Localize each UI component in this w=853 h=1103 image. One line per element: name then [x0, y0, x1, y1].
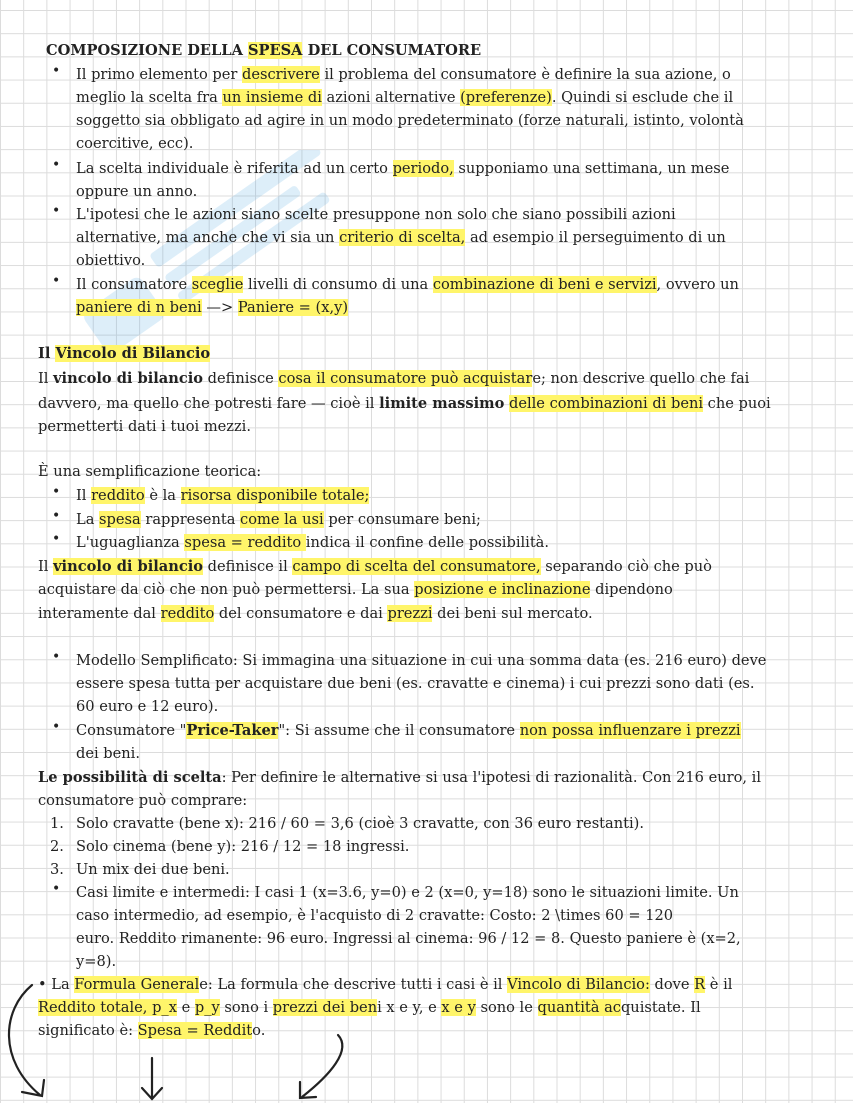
list-number: 1.: [50, 815, 64, 832]
text-line: essere spesa tutta per acquistare due beni (es. cravatte e cinema) i cui prezzi sono dati (es.: [76, 675, 755, 692]
bullet-icon: •: [52, 484, 61, 500]
bullet-icon: •: [52, 531, 61, 547]
text-line: caso intermedio, ad esempio, è l'acquisto di 2 cravatte: Costo: 2 \times 60 = 120: [76, 907, 674, 924]
bullet-icon: •: [52, 508, 61, 524]
text-line: Reddito totale, p_x e p_y sono i prezzi dei beni x e y, e x e y sono le quantità acquistate. Il: [38, 999, 701, 1016]
text-line: dei beni.: [76, 745, 140, 762]
text-line: Casi limite e intermedi: I casi 1 (x=3.6, y=0) e 2 (x=0, y=18) sono le situazioni limite. Un: [76, 884, 739, 901]
text-line: interamente dal reddito del consumatore e dai prezzi dei beni sul mercato.: [38, 605, 593, 622]
text-line: acquistare da ciò che non può permettersi. La sua posizione e inclinazione dipendono: [38, 581, 673, 598]
list-item: Solo cinema (bene y): 216 / 12 = 18 ingressi.: [76, 838, 410, 855]
text-line: Le possibilità di scelta: Per definire le alternative si usa l'ipotesi di razionalità. Con 216 euro, il: [38, 769, 762, 786]
list-item: Solo cravatte (bene x): 216 / 60 = 3,6 (cioè 3 cravatte, con 36 euro restanti).: [76, 815, 645, 832]
list-number: 3.: [50, 861, 64, 878]
arrowhead-right-icon: [300, 1082, 316, 1098]
bullet-icon: •: [52, 63, 61, 79]
text-line: Il consumatore sceglie livelli di consumo di una combinazione di beni e servizi, ovvero un: [76, 276, 739, 293]
text-line: meglio la scelta fra un insieme di azioni alternative (preferenze). Quindi si esclude che il: [76, 89, 734, 106]
text-line: Consumatore "Price-Taker": Si assume che il consumatore non possa influenzare i prezzi: [76, 722, 741, 739]
bullet-icon: •: [52, 157, 61, 173]
bullet-icon: •: [52, 649, 61, 665]
text-line: La scelta individuale è riferita ad un certo periodo, supponiamo una settimana, un mese: [76, 160, 730, 177]
text-line: oppure un anno.: [76, 183, 198, 200]
text-line: Il reddito è la risorsa disponibile totale;: [76, 487, 370, 504]
text-line: permetterti dati i tuoi mezzi.: [38, 418, 251, 435]
section-heading: Il Vincolo di Bilancio: [38, 345, 211, 362]
text-line: soggetto sia obbligato ad agire in un modo predeterminato (forze naturali, istinto, volontà: [76, 112, 744, 129]
curved-arrow-right-icon: [302, 1035, 342, 1097]
list-number: 2.: [50, 838, 64, 855]
text-line: Modello Semplificato: Si immagina una situazione in cui una somma data (es. 216 euro) deve: [76, 652, 767, 669]
bullet-icon: •: [52, 203, 61, 219]
text-line: L'uguaglianza spesa = reddito indica il confine delle possibilità.: [76, 534, 550, 551]
bullet-icon: •: [52, 719, 61, 735]
page-title: COMPOSIZIONE DELLA SPESA DEL CONSUMATORE: [46, 42, 482, 59]
text-line: Il vincolo di bilancio definisce cosa il consumatore può acquistare; non descrive quello che fai: [38, 370, 750, 387]
text-line: davvero, ma quello che potresti fare — cioè il limite massimo delle combinazioni di beni che puoi: [38, 395, 771, 412]
text-line: Il primo elemento per descrivere il problema del consumatore è definire la sua azione, o: [76, 66, 731, 83]
text-line: euro. Reddito rimanente: 96 euro. Ingressi al cinema: 96 / 12 = 8. Questo paniere è (x=2,: [76, 930, 741, 947]
text-line: consumatore può comprare:: [38, 792, 248, 809]
bullet-icon: •: [52, 881, 61, 897]
text-line: y=8).: [76, 953, 117, 970]
text-line: coercitive, ecc).: [76, 135, 194, 152]
curved-arrow-left-icon: [9, 985, 40, 1095]
text-line: obiettivo.: [76, 252, 146, 269]
text-line: È una semplificazione teorica:: [38, 463, 262, 480]
text-line: 60 euro e 12 euro).: [76, 698, 219, 715]
arrowhead-down-icon: [142, 1088, 162, 1099]
text-line: significato è: Spesa = Reddito.: [38, 1022, 266, 1039]
text-line: paniere di n beni —> Paniere = (x,y): [76, 299, 349, 316]
text-line: La spesa rappresenta come la usi per consumare beni;: [76, 511, 481, 528]
bullet-icon: •: [52, 273, 61, 289]
text-line: alternative, ma anche che vi sia un criterio di scelta, ad esempio il perseguimento di un: [76, 229, 726, 246]
text-line: Il vincolo di bilancio definisce il campo di scelta del consumatore, separando ciò che può: [38, 558, 712, 575]
list-item: Un mix dei due beni.: [76, 861, 230, 878]
text-line: • La Formula Generale: La formula che descrive tutti i casi è il Vincolo di Bilancio: dove R è il: [38, 976, 733, 993]
text-line: L'ipotesi che le azioni siano scelte presuppone non solo che siano possibili azioni: [76, 206, 676, 223]
arrowhead-left-icon: [22, 1080, 44, 1096]
